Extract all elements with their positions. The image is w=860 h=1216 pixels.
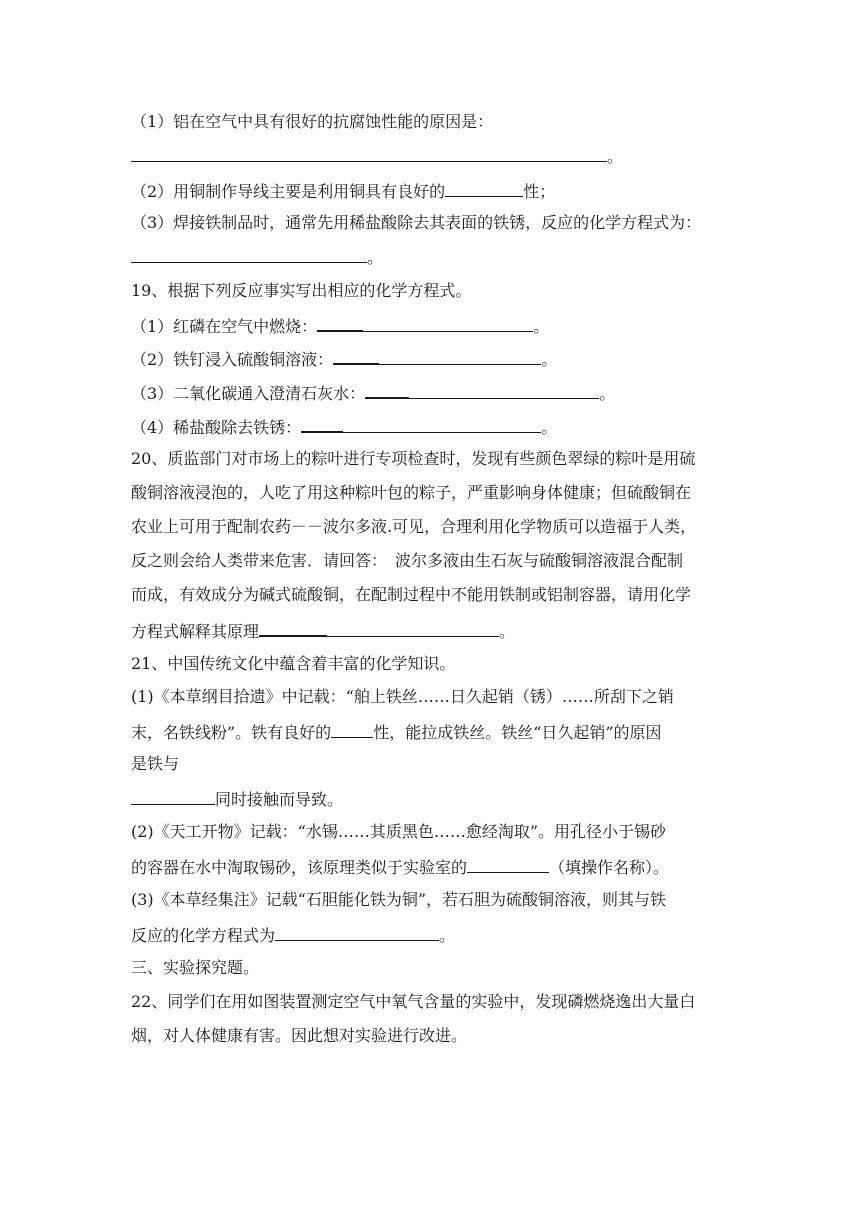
answer-blank[interactable] [445, 178, 523, 197]
q20-line5: 而成，有效成分为碱式硫酸铜，在配制过程中不能用铁制或铝制容器，请用化学 [131, 585, 692, 604]
answer-blank[interactable] [301, 413, 343, 433]
q18-part3: （3）焊接铁制品时，通常先用稀盐酸除去其表面的铁锈，反应的化学方程式为： [131, 213, 702, 232]
q20-line3: 农业上可用于配制农药－－波尔多液.可见，合理利用化学物质可以造福于人类， [131, 517, 697, 536]
answer-blank[interactable] [259, 617, 327, 637]
q22-line1: 22、同学们在用如图装置测定空气中氧气含量的实验中，发现磷燃烧逸出大量白 [131, 992, 696, 1011]
answer-blank[interactable] [333, 345, 379, 365]
answer-blank[interactable] [331, 719, 373, 738]
answer-blank[interactable] [409, 380, 599, 399]
answer-blank[interactable] [363, 313, 533, 332]
q22-line2: 烟，对人体健康有害。因此想对实验进行改进。 [131, 1026, 468, 1045]
answer-blank[interactable] [467, 854, 549, 873]
answer-blank[interactable] [379, 346, 541, 365]
answer-blank[interactable] [343, 414, 541, 433]
q18-part1-answer-line: 。 [131, 143, 623, 167]
q21-part3-line2: 反应的化学方程式为 。 [131, 922, 455, 946]
q21-title: 21、中国传统文化中蕴含着丰富的化学知识。 [131, 654, 456, 673]
answer-blank[interactable] [131, 244, 367, 263]
answer-blank[interactable] [365, 379, 409, 399]
q21-part1-line2: 末，名铁线粉”。铁有良好的 性，能拉成铁丝。铁丝“日久起销”的原因 [131, 719, 662, 743]
q20-line4: 反之则会给人类带来危害．请回答： 波尔多液由生石灰与硫酸铜溶液混合配制 [131, 551, 684, 570]
answer-blank[interactable] [317, 312, 363, 332]
answer-blank[interactable] [131, 143, 607, 162]
q18-part3-answer-line: 。 [131, 244, 383, 268]
q19-part1: （1）红磷在空气中燃烧： 。 [131, 312, 549, 336]
q19-part2: （2）铁钉浸入硫酸铜溶液： 。 [131, 345, 557, 369]
answer-blank[interactable] [275, 922, 439, 941]
q18-part1: （1）铝在空气中具有很好的抗腐蚀性能的原因是： [131, 112, 494, 131]
q21-part3-line1: (3)《本草经集注》记载“石胆能化铁为铜”，若石胆为硫酸铜溶液，则其与铁 [131, 890, 667, 909]
q19-part3: （3）二氧化碳通入澄清石灰水： 。 [131, 379, 615, 403]
q20-line1: 20、质监部门对市场上的粽叶进行专项检查时，发现有些颜色翠绿的粽叶是用硫 [131, 449, 696, 468]
q21-part2-line1: (2)《天工开物》记载：“水锡……其质黑色……愈经淘取”。用孔径小于锡砂 [131, 822, 667, 841]
q21-part1-line3: 是铁与 [131, 754, 180, 773]
section-heading: 三、实验探究题。 [131, 958, 260, 977]
q19-title: 19、根据下列反应事实写出相应的化学方程式。 [131, 281, 472, 300]
q21-part1-line4: 同时接触而导致。 [131, 786, 343, 810]
q20-line6: 方程式解释其原理 。 [131, 617, 515, 641]
q20-line2: 酸铜溶液浸泡的，人吃了用这种粽叶包的粽子，严重影响身体健康；但硫酸铜在 [131, 483, 692, 502]
answer-blank[interactable] [131, 786, 215, 805]
q18-part2: （2）用铜制作导线主要是利用铜具有良好的 性； [131, 178, 555, 202]
answer-blank[interactable] [327, 618, 499, 637]
q21-part2-line2: 的容器在水中淘取锡砂，该原理类似于实验室的 （填操作名称）。 [131, 854, 669, 878]
q19-part4: （4）稀盐酸除去铁锈： 。 [131, 413, 557, 437]
q21-part1-line1: (1)《本草纲目拾遗》中记载：“舶上铁丝……日久起销（锈）……所刮下之销 [131, 687, 674, 706]
